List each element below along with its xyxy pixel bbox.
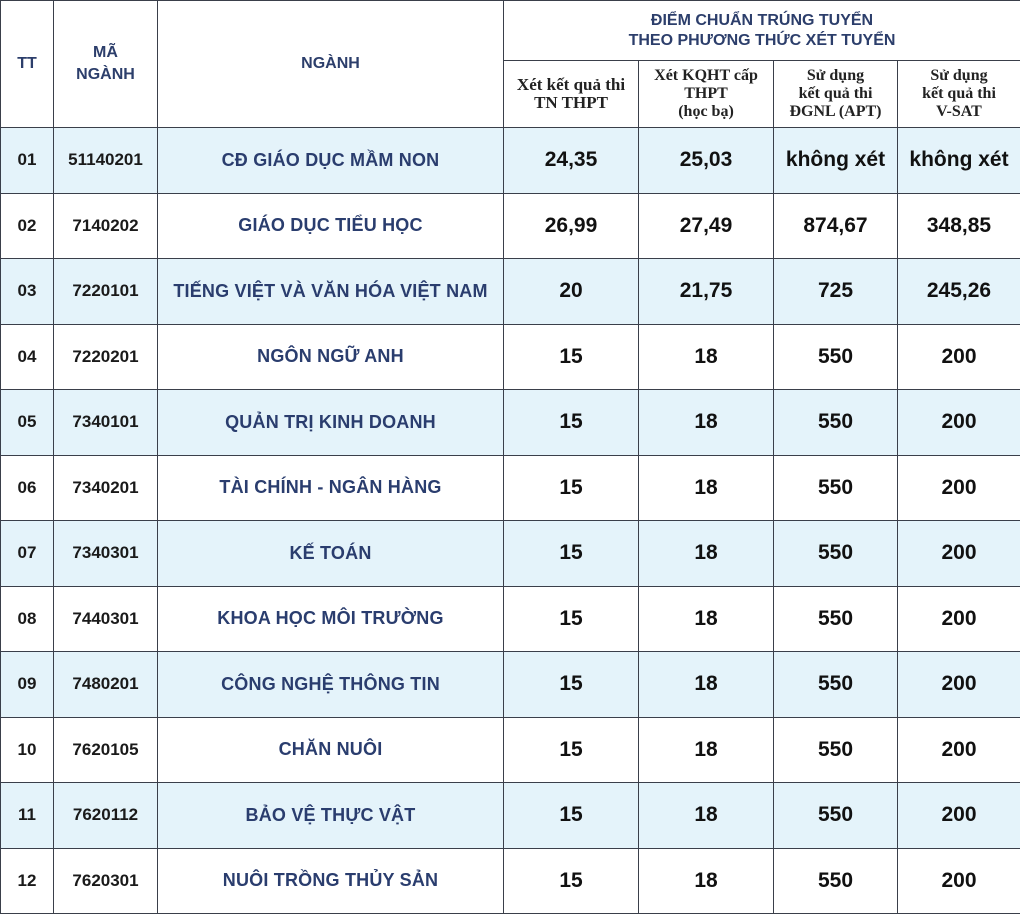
row-code: 7220101: [54, 259, 158, 325]
table-body: [1, 128, 1020, 914]
row-major: BẢO VỆ THỰC VẬT: [158, 783, 504, 849]
header-col-thpt-line1: Xét kết quả thi: [504, 76, 638, 94]
table-row: [1, 324, 1020, 390]
row-score-hocba: 18: [639, 455, 774, 521]
row-major: KHOA HỌC MÔI TRƯỜNG: [158, 586, 504, 652]
row-score-dgnl: 725: [774, 259, 898, 325]
row-code: 7220201: [54, 324, 158, 390]
row-score-thpt: 15: [504, 521, 639, 587]
row-tt: 04: [1, 324, 54, 390]
row-major: QUẢN TRỊ KINH DOANH: [158, 390, 504, 456]
row-score-dgnl: 550: [774, 324, 898, 390]
row-code: 7140202: [54, 193, 158, 259]
table-row: [1, 193, 1020, 259]
header-group-line2: THEO PHƯƠNG THỨC XÉT TUYỂN: [504, 31, 1020, 51]
row-major: KẾ TOÁN: [158, 521, 504, 587]
row-score-hocba: 18: [639, 390, 774, 456]
row-tt: 03: [1, 259, 54, 325]
row-score-hocba: 18: [639, 783, 774, 849]
row-score-thpt: 15: [504, 586, 639, 652]
row-code: 7440301: [54, 586, 158, 652]
row-tt: 11: [1, 783, 54, 849]
row-score-hocba: 18: [639, 717, 774, 783]
row-score-thpt: 24,35: [504, 128, 639, 194]
row-score-hocba: 18: [639, 521, 774, 587]
header-col-dgnl: [774, 61, 898, 128]
row-score-vsat: 348,85: [898, 193, 1020, 259]
table-row: [1, 390, 1020, 456]
row-score-hocba: 18: [639, 324, 774, 390]
row-tt: 01: [1, 128, 54, 194]
row-score-hocba: 18: [639, 652, 774, 718]
row-major: CHĂN NUÔI: [158, 717, 504, 783]
row-score-dgnl: 550: [774, 783, 898, 849]
table-row: [1, 586, 1020, 652]
table-row: [1, 521, 1020, 587]
header-col-thpt-line2: TN THPT: [504, 94, 638, 112]
row-code: 7620301: [54, 848, 158, 914]
row-major: TIẾNG VIỆT VÀ VĂN HÓA VIỆT NAM: [158, 259, 504, 325]
row-code: 7480201: [54, 652, 158, 718]
row-score-hocba: 18: [639, 586, 774, 652]
row-score-vsat: 200: [898, 390, 1020, 456]
table-row: [1, 652, 1020, 718]
header-group: [504, 1, 1020, 61]
row-score-thpt: 15: [504, 324, 639, 390]
header-col-dgnl-line1: Sử dụng: [774, 67, 897, 85]
row-major: TÀI CHÍNH - NGÂN HÀNG: [158, 455, 504, 521]
row-score-vsat: 200: [898, 586, 1020, 652]
header-tt: TT: [1, 1, 54, 128]
row-score-hocba: 18: [639, 848, 774, 914]
row-score-vsat: 200: [898, 848, 1020, 914]
table-row: [1, 783, 1020, 849]
header-code-line1: MÃ: [54, 42, 157, 64]
row-score-thpt: 15: [504, 455, 639, 521]
header-code: [54, 1, 158, 128]
header-col-hocba-line3: (học bạ): [639, 103, 773, 121]
table-row: [1, 128, 1020, 194]
row-score-dgnl: 550: [774, 390, 898, 456]
row-code: 7340201: [54, 455, 158, 521]
row-tt: 02: [1, 193, 54, 259]
row-score-vsat: 200: [898, 783, 1020, 849]
row-tt: 05: [1, 390, 54, 456]
header-col-vsat: [898, 61, 1020, 128]
row-tt: 07: [1, 521, 54, 587]
row-score-vsat: 200: [898, 324, 1020, 390]
row-major: CĐ GIÁO DỤC MẦM NON: [158, 128, 504, 194]
row-score-dgnl: 550: [774, 586, 898, 652]
row-major: GIÁO DỤC TIỂU HỌC: [158, 193, 504, 259]
row-score-vsat: 200: [898, 521, 1020, 587]
row-score-dgnl: 550: [774, 848, 898, 914]
header-col-thpt: [504, 61, 639, 128]
header-col-hocba: [639, 61, 774, 128]
row-tt: 12: [1, 848, 54, 914]
row-code: 7340301: [54, 521, 158, 587]
row-score-dgnl: 550: [774, 521, 898, 587]
table-row: [1, 455, 1020, 521]
row-score-hocba: 25,03: [639, 128, 774, 194]
row-score-thpt: 15: [504, 717, 639, 783]
row-tt: 10: [1, 717, 54, 783]
row-score-dgnl: 550: [774, 455, 898, 521]
header-col-hocba-line1: Xét KQHT cấp: [639, 67, 773, 85]
row-major: CÔNG NGHỆ THÔNG TIN: [158, 652, 504, 718]
row-tt: 09: [1, 652, 54, 718]
row-score-thpt: 26,99: [504, 193, 639, 259]
row-tt: 08: [1, 586, 54, 652]
row-score-vsat: 245,26: [898, 259, 1020, 325]
row-score-vsat: không xét: [898, 128, 1020, 194]
header-col-dgnl-line2: kết quả thi: [774, 85, 897, 103]
header-col-vsat-line2: kết quả thi: [898, 85, 1020, 103]
row-code: 7620105: [54, 717, 158, 783]
header-code-line2: NGÀNH: [54, 64, 157, 86]
row-score-hocba: 21,75: [639, 259, 774, 325]
row-tt: 06: [1, 455, 54, 521]
row-major: NGÔN NGỮ ANH: [158, 324, 504, 390]
row-score-thpt: 15: [504, 848, 639, 914]
row-major: NUÔI TRỒNG THỦY SẢN: [158, 848, 504, 914]
row-score-hocba: 27,49: [639, 193, 774, 259]
header-group-line1: ĐIỂM CHUẨN TRÚNG TUYỂN: [504, 11, 1020, 31]
row-score-dgnl: 874,67: [774, 193, 898, 259]
row-score-dgnl: 550: [774, 717, 898, 783]
row-score-dgnl: 550: [774, 652, 898, 718]
header-col-vsat-line3: V-SAT: [898, 103, 1020, 121]
row-score-thpt: 15: [504, 783, 639, 849]
row-code: 7340101: [54, 390, 158, 456]
header-col-hocba-line2: THPT: [639, 85, 773, 103]
table-row: [1, 848, 1020, 914]
header-col-dgnl-line3: ĐGNL (APT): [774, 103, 897, 121]
row-score-thpt: 20: [504, 259, 639, 325]
table-row: [1, 717, 1020, 783]
row-score-dgnl: không xét: [774, 128, 898, 194]
header-col-vsat-line1: Sử dụng: [898, 67, 1020, 85]
header-major: NGÀNH: [158, 1, 504, 128]
row-score-thpt: 15: [504, 652, 639, 718]
row-score-vsat: 200: [898, 652, 1020, 718]
row-code: 51140201: [54, 128, 158, 194]
row-score-vsat: 200: [898, 717, 1020, 783]
row-score-thpt: 15: [504, 390, 639, 456]
row-score-vsat: 200: [898, 455, 1020, 521]
row-code: 7620112: [54, 783, 158, 849]
table-row: [1, 259, 1020, 325]
